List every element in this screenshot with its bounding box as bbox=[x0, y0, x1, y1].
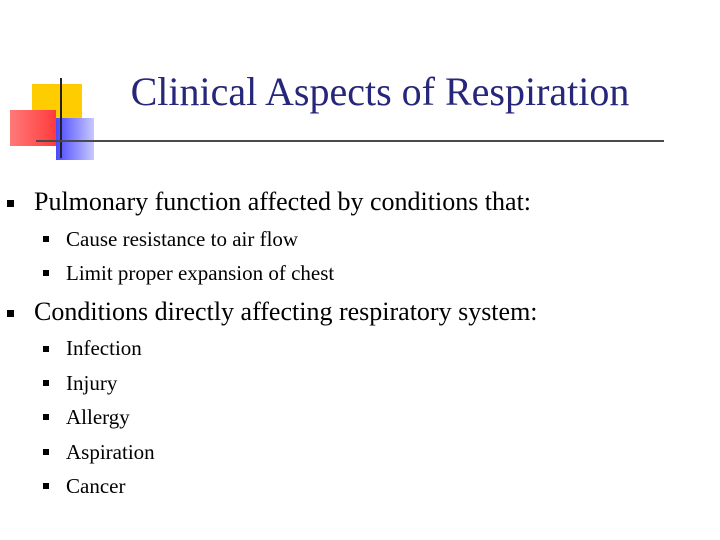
sub-bullet-text: Allergy bbox=[66, 405, 130, 429]
title-underline-rule bbox=[36, 140, 664, 142]
sub-bullet-marker bbox=[43, 380, 49, 386]
sub-bullet-text: Cancer bbox=[66, 474, 126, 498]
bullet-text: Conditions directly affecting respiratory system: bbox=[34, 297, 538, 326]
sub-bullet-text: Aspiration bbox=[66, 440, 155, 464]
sub-bullet-text: Infection bbox=[66, 336, 142, 360]
sub-bullet-text: Limit proper expansion of chest bbox=[66, 261, 335, 285]
sub-bullet-marker bbox=[43, 449, 49, 455]
bullet-text: Pulmonary function affected by conditions that: bbox=[34, 187, 532, 216]
sub-bullet-marker bbox=[43, 346, 49, 352]
logo-vertical-line bbox=[60, 78, 62, 158]
bullet-marker bbox=[7, 200, 14, 207]
sub-bullet-marker bbox=[43, 236, 49, 242]
sub-bullet-text: Cause resistance to air flow bbox=[66, 227, 299, 251]
sub-bullet-marker bbox=[43, 414, 49, 420]
bullet-marker bbox=[7, 310, 14, 317]
sub-bullet-marker bbox=[43, 270, 49, 276]
sub-bullet-text: Injury bbox=[66, 371, 118, 395]
sub-bullet-marker bbox=[43, 483, 49, 489]
slide-title: Clinical Aspects of Respiration bbox=[130, 69, 630, 114]
decorative-logo bbox=[0, 0, 110, 170]
